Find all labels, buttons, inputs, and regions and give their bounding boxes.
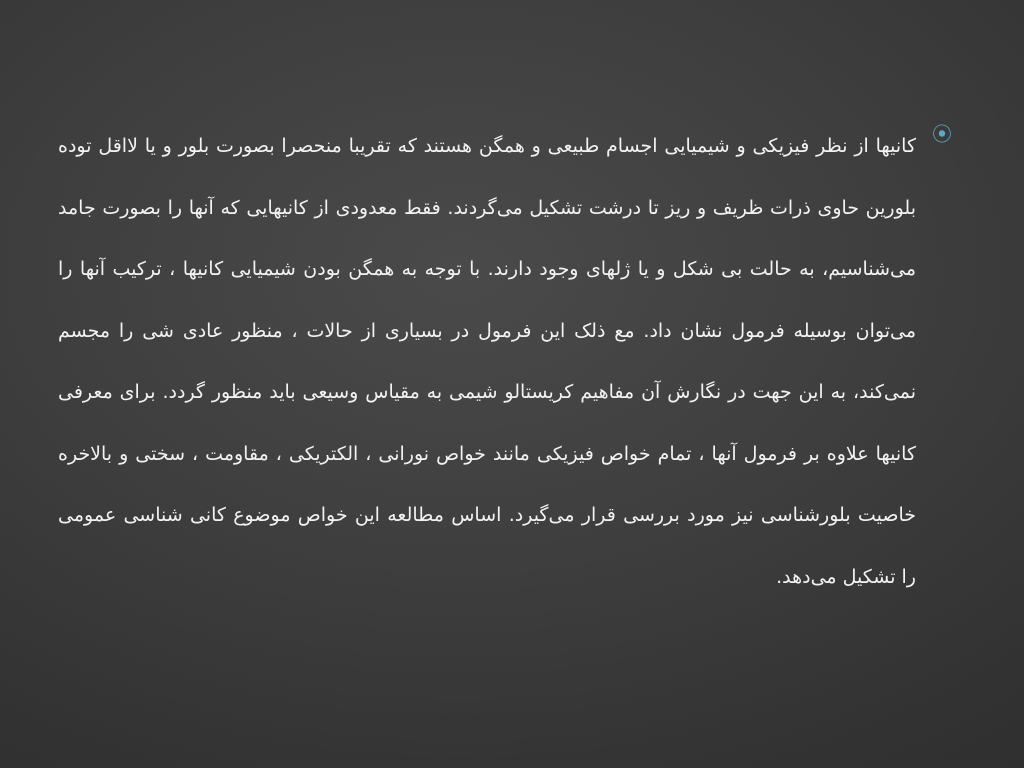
circled-dot-icon: ⦿	[932, 122, 952, 146]
slide-body-text: کانیها از نظر فیزیکی و شیمیایی اجسام طبیعی و همگن هستند که تقریبا منحصرا بصورت بلور و یا لااقل توده بلورین حاوی ذرات ظریف و ریز تا درشت تشکیل می‌گردند. فقط معدودی از کانیهایی که آنها را بصورت جامد می‌شناسیم، به حالت بی شکل و یا ژلهای وجود دارند. با توجه به همگن بودن شیمیایی کانیها ، ترکیب آنها را می‌توان بوسیله فرمول نشان داد. مع ذلک این فرمول در بسیاری از حالات ، منظور عادی شی را مجسم نمی‌کند، به این جهت در نگارش آن مفاهیم کریستالو شیمی به مقیاس وسیعی باید منظور گردد. برای معرفی کانیها علاوه بر فرمول آنها ، تمام خواص فیزیکی مانند خواص نورانی ، الکتریکی ، مقاومت ، سختی و بالاخره خاصیت بلورشناسی نیز مورد بررسی قرار می‌گیرد. اساس مطالعه این خواص موضوع کانی شناسی عمومی را تشکیل می‌دهد.	[58, 135, 916, 588]
